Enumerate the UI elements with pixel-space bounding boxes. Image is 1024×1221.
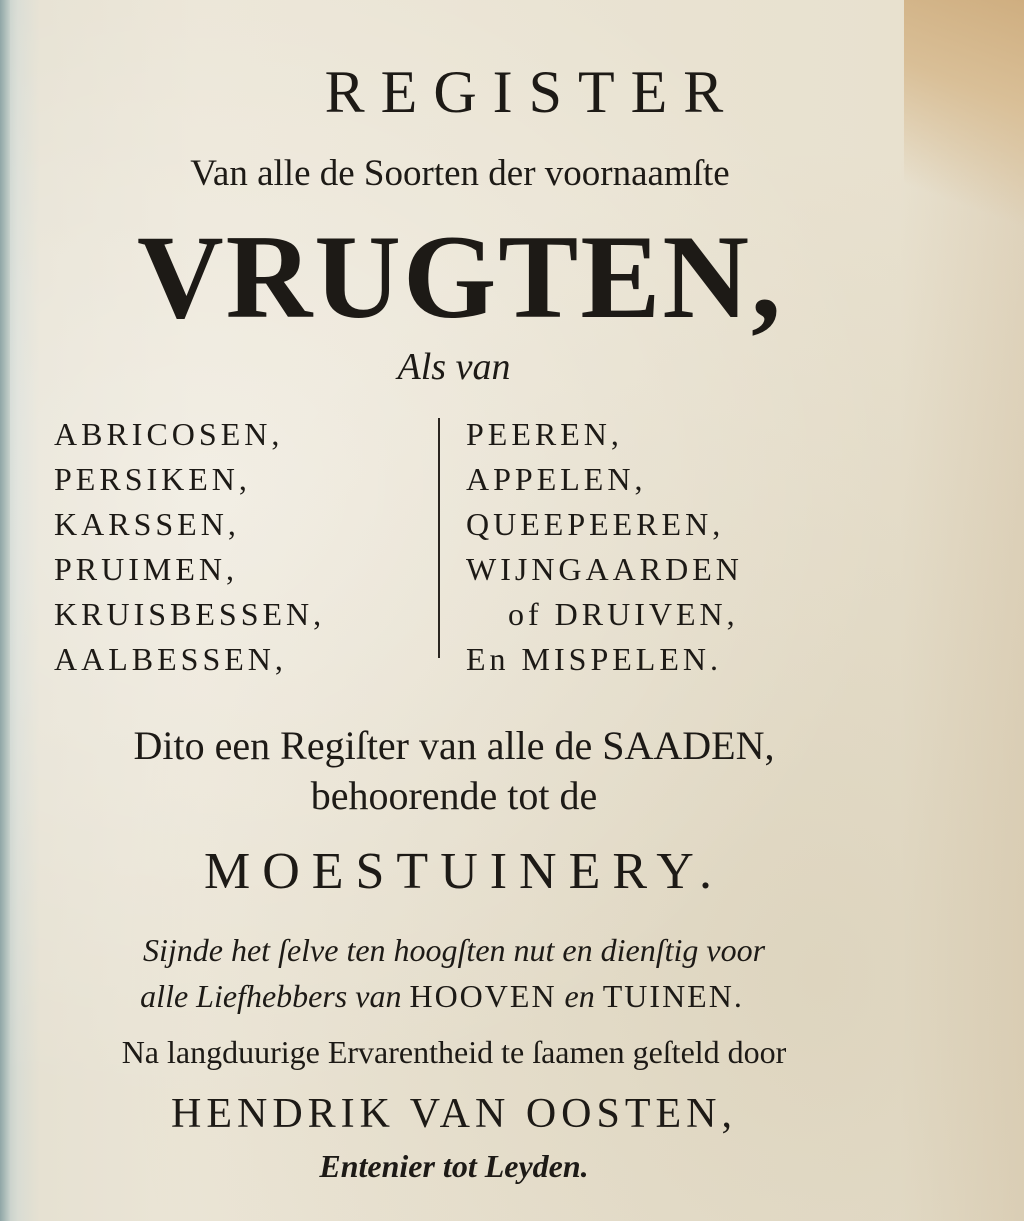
behoorende-line: behoorende tot de	[310, 773, 598, 818]
als-van-line: Als van	[397, 346, 511, 388]
dito-line: Dito een Regiſter van alle de SAADEN,	[133, 723, 775, 768]
fruit-item: KARSSEN,	[54, 506, 240, 542]
fruit-list-right	[466, 412, 743, 682]
fruit-item: QUEEPEEREN,	[466, 506, 725, 542]
fruit-list-left	[54, 412, 325, 682]
hooven-text: HOOVEN	[409, 978, 557, 1014]
column-divider	[438, 418, 440, 658]
fruit-item: APPELEN,	[466, 461, 647, 497]
sijnde-line: Sijnde het ſelve ten hoogſten nut en dienſtig voor	[142, 932, 766, 968]
na-line: Na langduurige Ervarentheid te ſaamen geſteld door	[121, 1034, 787, 1070]
fruit-item: PRUIMEN,	[54, 551, 239, 587]
en-text: en	[564, 978, 595, 1014]
tuinen-text: TUINEN.	[602, 978, 744, 1014]
fruit-item: ABRICOSEN,	[54, 416, 284, 452]
heading-register: REGISTER	[324, 59, 740, 125]
fruit-item: PEEREN,	[466, 416, 623, 452]
liefhebbers-text: alle Liefhebbers van	[140, 978, 402, 1014]
moestuinery-heading: MOESTUINERY.	[203, 843, 725, 900]
fruit-item: WIJNGAARDEN	[466, 551, 743, 587]
author-title: Entenier tot Leyden.	[319, 1148, 589, 1184]
fruit-item: KRUISBESSEN,	[54, 596, 326, 632]
fruit-item: PERSIKEN,	[54, 461, 251, 497]
fruit-item: En MISPELEN.	[466, 641, 722, 677]
subtitle-line: Van alle de Soorten der voornaamſte	[190, 153, 730, 194]
fruit-item: of DRUIVEN,	[508, 596, 739, 632]
fruit-item: AALBESSEN,	[54, 641, 287, 677]
main-title: VRUGTEN,	[136, 210, 784, 343]
liefhebbers-line	[0, 978, 954, 1015]
author-name: HENDRIK VAN OOSTEN,	[171, 1091, 737, 1137]
